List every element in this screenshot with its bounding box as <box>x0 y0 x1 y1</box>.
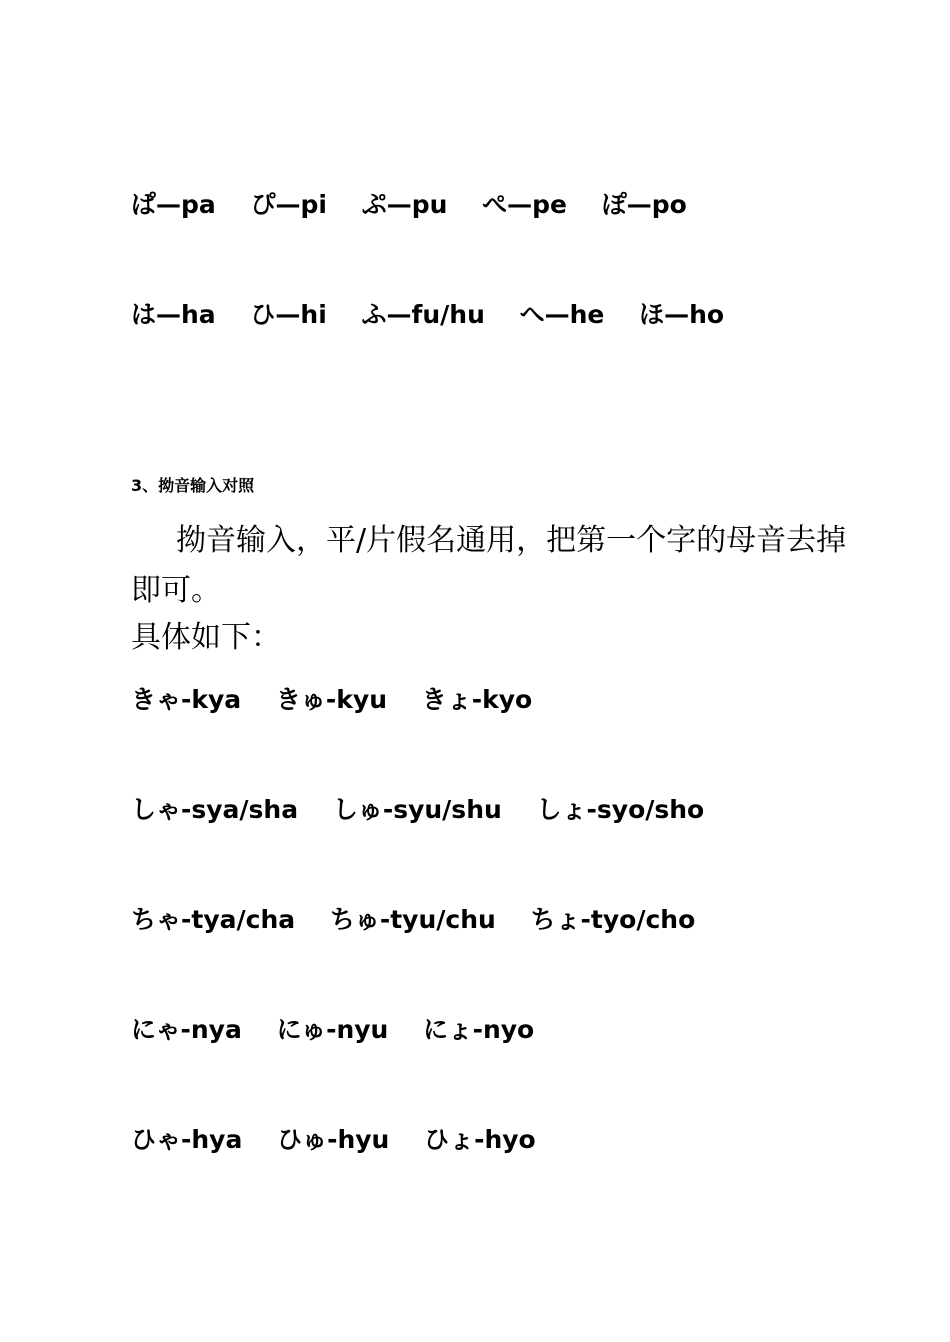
kana-pair: ひゅ-hyu <box>277 1125 390 1154</box>
kana-pair: しょ-syo/sho <box>536 795 705 824</box>
kana-row-nya <box>131 1017 560 1042</box>
kana-pair: ちゅ-tyu/chu <box>329 905 496 934</box>
kana-row-kya <box>131 687 558 712</box>
kana-pair: ひゃ-hya <box>131 1125 243 1154</box>
kana-row-tya <box>131 907 721 932</box>
kana-pair: しゃ-sya/sha <box>131 795 299 824</box>
kana-row-pa <box>131 192 713 217</box>
section-subheading: 具体如下： <box>131 620 281 655</box>
kana-row-hya <box>131 1127 562 1152</box>
kana-pair: ふ—fu/hu <box>361 300 485 329</box>
kana-pair: きょ-kyo <box>421 685 533 714</box>
kana-pair: にょ-nyo <box>423 1015 535 1044</box>
kana-pair: ひ—hi <box>250 300 327 329</box>
kana-pair: ちょ-tyo/cho <box>530 905 696 934</box>
kana-pair: ぴ—pi <box>250 190 327 219</box>
kana-pair: しゅ-syu/shu <box>332 795 502 824</box>
kana-pair: きゃ-kya <box>131 685 242 714</box>
kana-pair: ぷ—pu <box>361 190 448 219</box>
section-paragraph: 拗音输入，平/片假名通用，把第一个字的母音去掉即可。 <box>131 523 847 608</box>
kana-row-sya <box>131 797 730 822</box>
section-heading: 3、拗音输入对照 <box>131 476 255 495</box>
kana-pair: ぽ—po <box>601 190 687 219</box>
kana-pair: ぺ—pe <box>482 190 567 219</box>
kana-pair: へ—he <box>519 300 605 329</box>
kana-row-ha <box>131 302 750 327</box>
kana-pair: にゅ-nyu <box>276 1015 389 1044</box>
kana-pair: きゅ-kyu <box>275 685 387 714</box>
kana-pair: は—ha <box>131 300 216 329</box>
kana-pair: ぱ—pa <box>131 190 216 219</box>
kana-pair: ほ—ho <box>639 300 725 329</box>
kana-pair: ちゃ-tya/cha <box>131 905 296 934</box>
kana-pair: ひょ-hyo <box>424 1125 536 1154</box>
kana-pair: にゃ-nya <box>131 1015 242 1044</box>
